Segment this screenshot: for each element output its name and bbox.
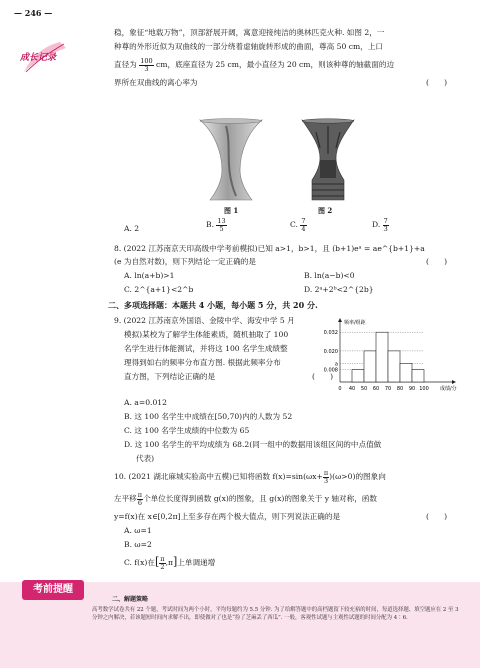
q8-block	[114, 244, 464, 304]
histogram-bar	[352, 370, 364, 382]
q10-option-a[interactable]: A. ω=1	[124, 526, 152, 535]
q8-line-1: 8. (2022 江苏南京天印高级中学考前模拟)已知 a>1，b>1，且 (b+1)eᵃ = ae^{b+1}+a	[114, 244, 425, 253]
q8-option-c[interactable]: C. 2^{a+1}<2^b	[124, 285, 194, 294]
x-tick-label: 40	[348, 386, 356, 392]
histogram-bar	[388, 351, 400, 382]
q9-line-3: 名学生进行体能测试，并将这 100 名学生成绩整	[124, 344, 288, 353]
logo-text: 成长记录	[20, 53, 57, 63]
histogram-bars	[352, 332, 424, 382]
q7-option-a[interactable]: A. 2	[124, 224, 140, 233]
q9-option-b[interactable]: B. 这 100 名学生中成绩在[50,70)内的人数为 52	[124, 412, 293, 421]
q7-option-d[interactable]: D. $\frac{7}{3}$	[372, 217, 388, 233]
q9-option-a[interactable]: A. a=0.012	[124, 398, 167, 407]
histogram-bar	[376, 332, 388, 382]
y-axis-label: 频率/组距	[344, 320, 366, 326]
frequency-histogram	[324, 316, 464, 398]
tip-heading: 二、解题策略	[112, 596, 149, 603]
x-axis-label: 成绩/分	[440, 386, 457, 392]
q7-diameter-fraction: $\frac{100}{3}$	[140, 57, 153, 73]
x-tick-label: 50	[360, 386, 368, 392]
y-tick-label: a	[334, 361, 338, 368]
q8-option-b[interactable]: B. ln(a−b)<0	[304, 271, 355, 280]
q9-answer-paren: ( )	[312, 372, 334, 381]
q7-option-c[interactable]: C. $\frac{7}{4}$	[290, 217, 306, 233]
q7-answer-paren: ( )	[426, 78, 448, 87]
q9-line-5: 直方图，下列结论正确的是	[124, 372, 216, 381]
q7-line-3: 直径为 $\frac{100}{3}$ cm，底座直径为 25 cm，最小直径为 20 cm，则该种尊的轴截面的边	[114, 57, 395, 73]
figure-2-caption: 图 2	[318, 206, 333, 215]
x-axis-arrow	[452, 380, 456, 384]
histogram-bar	[400, 363, 412, 382]
x-tick-label: 0	[338, 386, 342, 392]
q9-option-c[interactable]: C. 这 100 名学生成绩的中位数为 65	[124, 426, 250, 435]
q9-line-4: 理得到如右的频率分布直方图. 根据此频率分布	[124, 358, 281, 367]
q8-option-a[interactable]: A. ln(a+b)>1	[124, 271, 175, 280]
q10-option-b[interactable]: B. ω=2	[124, 540, 152, 549]
section-2-title: 二、多项选择题：本题共 4 小题，每小题 5 分，共 20 分.	[108, 300, 318, 310]
histogram-bar	[364, 351, 376, 382]
figure-1-caption: 图 1	[224, 206, 239, 215]
q7-line-2: 种尊的外形近似为双曲线的一部分绕着虚轴旋转形成的曲面，尊高 50 cm，上口	[114, 42, 383, 51]
q10-option-c[interactable]: C. f(x)在[ $\frac{\pi}{2}$ ,π]上单调递增	[124, 555, 216, 571]
y-tick-label: 0.020	[324, 348, 338, 355]
q8-line-2: (e 为自然对数)，则下列结论一定正确的是	[114, 257, 256, 266]
page-number: — 246 —	[14, 8, 53, 18]
q9-line-1: 9. (2022 江苏南京外国语、金陵中学、海安中学 5 月	[114, 316, 295, 325]
q10-line-1: 10. (2021 湖北麻城实验高中五模)已知将函数 f(x)=sin(ωx+ $\frac{\pi}{3}$ )(ω>0)的图象向	[114, 469, 386, 485]
y-axis-arrow	[338, 318, 342, 322]
q7-option-b[interactable]: B. $\frac{13}{5}$	[206, 217, 226, 233]
x-tick-label: 90	[408, 386, 416, 392]
q9-options	[114, 398, 464, 463]
q10-block	[114, 470, 464, 580]
q8-option-d[interactable]: D. 2ᵃ+2ᵇ<2^{2b}	[304, 285, 374, 294]
y-tick-label: 0.008	[324, 367, 338, 374]
q10-line-3: y=f(x)在 x∈[0,2π]上至多存在两个极大值点，则下列说法正确的是	[114, 512, 341, 521]
q10-answer-paren: ( )	[426, 512, 448, 521]
q7-line-4: 界所在双曲线的离心率为	[114, 78, 198, 87]
q7-line-1: 稳，象征“地载万物”，顶部舒展开阔，寓意迎接纯洁的奥林匹克火种. 如图 2，一	[114, 28, 385, 37]
bronze-zun-figure-2	[300, 118, 356, 202]
x-tick-label: 60	[372, 386, 380, 392]
q7-block	[114, 28, 464, 128]
q9-line-2: 模拟)某校为了解学生体能素质，随机抽取了 100	[124, 330, 289, 339]
x-tick-label: 80	[396, 386, 404, 392]
q8-answer-paren: ( )	[426, 257, 448, 266]
vase-figure-1	[196, 118, 266, 202]
histogram-bar	[412, 370, 424, 382]
tip-body: 高考数学试卷共有 22 个题，考试时间为两个小时，平均每题约为 5.5 分钟. 为了给解答题中的高档题留下较充裕的时间，每道选择题、填空题应在 2 至 3 分钟之内解决，若该题短时间内求解不出，即使做对了也是“捡了芝麻丢了西瓜”. 一般，客观性试题与主观性试题的时间分配为 4∶6.	[92, 607, 459, 622]
q9-option-d[interactable]: D. 这 100 名学生的平均成绩为 68.2(同一组中的数据用该组区间的中点值做	[124, 440, 382, 449]
q10-line-2: 左平移 $\frac{\pi}{6}$ 个单位长度得到函数 g(x)的图象，且 g(x)的图象关于 y 轴对称，函数	[114, 491, 377, 507]
q9-option-d-cont: 代表)	[136, 454, 155, 463]
x-tick-label: 100	[419, 386, 429, 392]
exam-tip-tab: 考前提醒	[22, 580, 84, 600]
y-tick-label: 0.032	[324, 330, 338, 337]
x-tick-label: 70	[384, 386, 392, 392]
